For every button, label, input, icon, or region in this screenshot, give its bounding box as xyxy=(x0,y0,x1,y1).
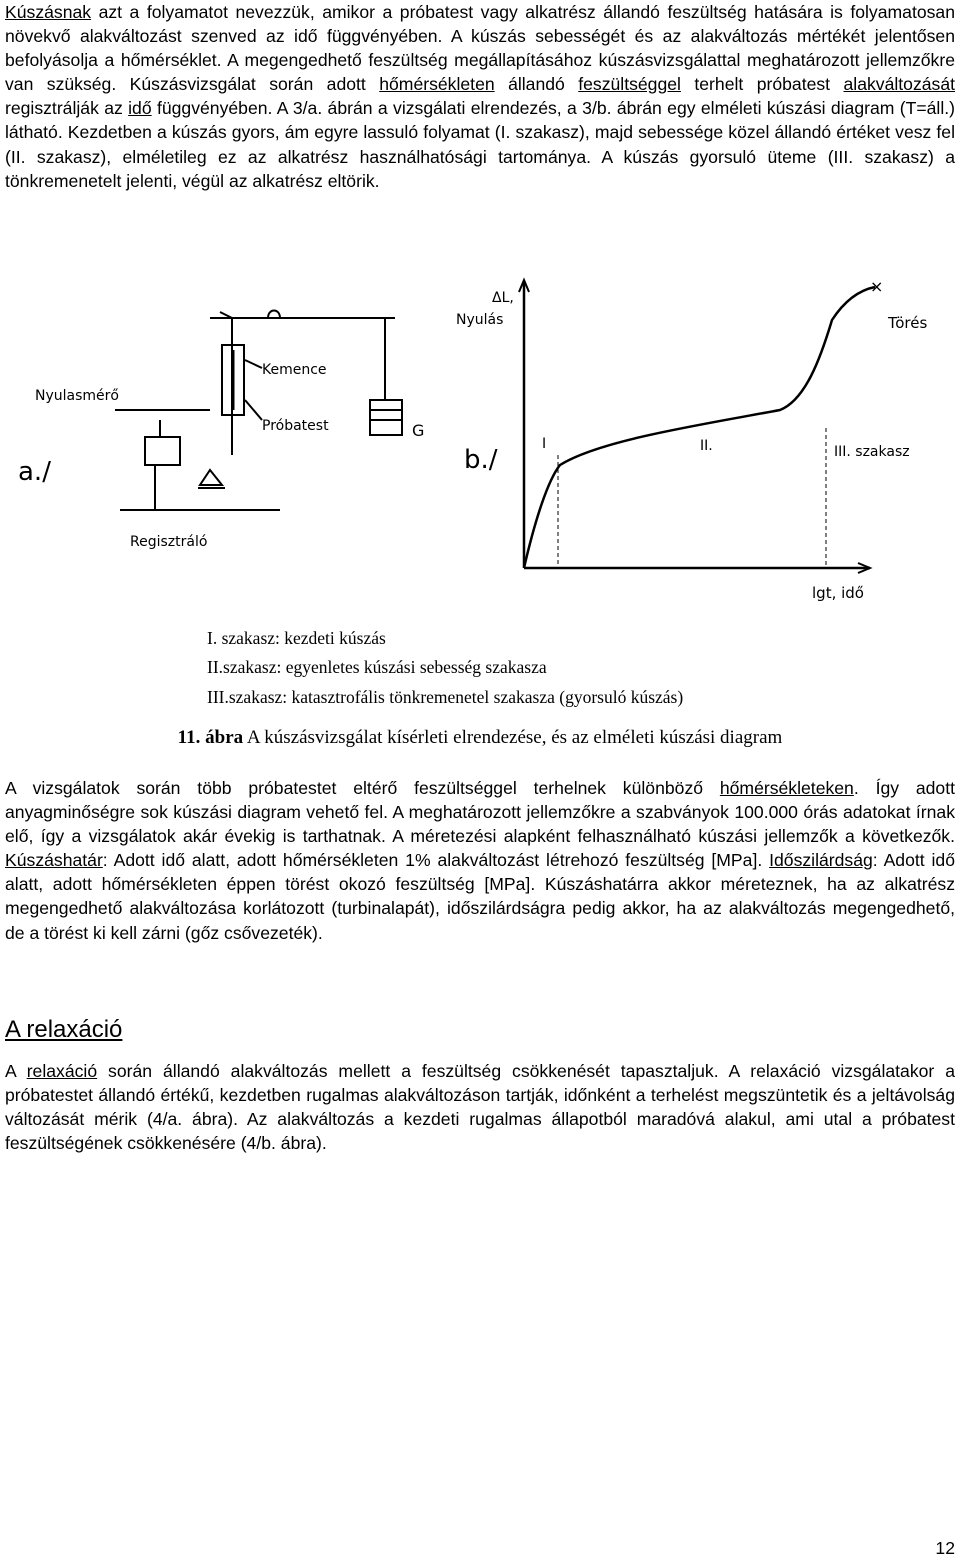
term-creep-strength: Időszilárdság xyxy=(769,850,873,871)
label-recorder: Regisztráló xyxy=(130,534,208,550)
term-temperature: hőmérsékleten xyxy=(379,74,495,95)
label-break: Törés xyxy=(888,314,928,332)
caption-text: A kúszásvizsgálat kísérleti elrendezése, és az elméleti kúszási diagram xyxy=(243,727,783,748)
label-stage-3: III. szakasz xyxy=(834,444,910,460)
caption-number: 11. ábra xyxy=(177,727,244,748)
label-stage-2: II. xyxy=(700,438,713,454)
tests-paragraph xyxy=(5,776,955,945)
y-axis-label-2: Nyulás xyxy=(456,312,504,328)
tests-text-1: A vizsgálatok során több próbatestet eltérő feszültséggel terhelnek különböző xyxy=(5,778,720,798)
label-stage-1: I xyxy=(542,436,547,452)
term-time: idő xyxy=(128,98,152,119)
term-creep-limit: Kúszáshatár xyxy=(5,850,103,871)
test-apparatus-diagram xyxy=(115,311,402,511)
page-number: 12 xyxy=(935,1538,955,1558)
creep-curve-diagram xyxy=(456,277,927,602)
term-relaxation: relaxáció xyxy=(26,1061,98,1081)
figure-caption xyxy=(0,727,960,749)
label-gauge: Nyulasmérő xyxy=(35,388,119,404)
x-axis-label: lgt, idő xyxy=(812,584,864,602)
tests-text-4: : Adott idő alatt, adott hőmérsékleten éppen törést okozó feszültség [MPa]. Kúszáshatárra akkor méreteznek, ha az alkatrész megengedhető alakváltozása korlátozott (turbinalapát), időszilárdságra pedig akkor, ha az alakváltozás megengedhető, de a törést ki kell zárni (gőz csővezeték). xyxy=(5,850,955,943)
label-a: a./ xyxy=(18,457,51,487)
intro-text-1: azt a folyamatot nevezzük, amikor a próbatest vagy alkatrész állandó feszültség hatására is folyamatosan növekvő alakváltozást szenved az idő függvényében. A kúszás sebességét és az alakváltozás mértékét jelentősen befolyásolja a hőmérséklet. A megengedhető feszültség megállapításához kúszásvizsgálattal meghatározott jellemzőkre van szükség. Kúszásvizsgálat során adott xyxy=(5,2,955,95)
term-stress: feszültséggel xyxy=(578,74,681,95)
term-creep: Kúszásnak xyxy=(5,2,92,22)
y-axis-label-1: ΔL, xyxy=(492,290,514,306)
tests-text-3: : Adott idő alatt, adott hőmérsékleten 1% alakváltozást létrehozó feszültség [MPa]. xyxy=(102,850,770,871)
label-weight: G xyxy=(412,421,425,440)
relaxation-paragraph xyxy=(5,1059,955,1155)
creep-test-figure xyxy=(0,262,960,722)
creep-curve xyxy=(524,287,875,568)
legend-stage-2: II.szakasz: egyenletes kúszási sebesség szakasza xyxy=(207,657,547,677)
label-b: b./ xyxy=(464,445,498,475)
section-heading: A relaxáció xyxy=(5,1016,123,1043)
intro-paragraph xyxy=(5,0,955,193)
legend-stage-3: III.szakasz: katasztrofális tönkremenetel szakasza (gyorsuló kúszás) xyxy=(207,687,684,707)
tests-text-2: . Így adott anyagminőségre sok kúszási diagram vehető fel. A meghatározott jellemzőkre a szabványok 100.000 órás adatokat írnak elő, így a vizsgálatok akár évekig is tarthatnak. A méretezési alapként felhasználható kúszási jellemzők a következők. xyxy=(5,778,955,847)
legend-stage-1: I. szakasz: kezdeti kúszás xyxy=(207,628,386,648)
relax-text-1: A xyxy=(5,1061,27,1081)
intro-text-2: állandó xyxy=(494,74,579,95)
term-temperatures: hőmérsékleteken xyxy=(719,778,854,798)
intro-text-5: függvényében. A 3/a. ábrán a vizsgálati elrendezés, a 3/b. ábrán egy elméleti kúszási diagram (T=áll.) látható. Kezdetben a kúszás gyors, ám egyre lassuló folyamat (I. szakasz), majd sebessége közel állandó értéket vesz fel (II. szakasz), elméletileg ez az alkatrész használhatósági tartománya. A kúszás gyorsuló üteme (III. szakasz) a tönkremenetelt jelenti, végül az alkatrész eltörik. xyxy=(5,98,955,191)
break-mark: × xyxy=(870,277,884,296)
term-deformation: alakváltozását xyxy=(843,74,955,95)
intro-text-3: terhelt próbatest xyxy=(680,74,844,95)
intro-text-4: regisztrálják az xyxy=(5,98,129,119)
relax-text-2: során állandó alakváltozás mellett a feszültség csökkenését tapasztaljuk. A relaxáció vizsgálatakor a próbatestet állandó értékű, kezdetben rugalmas alakváltozáson tartják, időnként a terhelést megszüntetik és a jeltávolság változását mérik (4/a. ábra). Az alakváltozás a kezdeti rugalmas állapotból maradóvá alakul, ami utal a próbatest feszültségének csökkenésére (4/b. ábra). xyxy=(5,1061,955,1154)
label-furnace: Kemence xyxy=(262,362,327,378)
label-specimen: Próbatest xyxy=(262,418,329,434)
